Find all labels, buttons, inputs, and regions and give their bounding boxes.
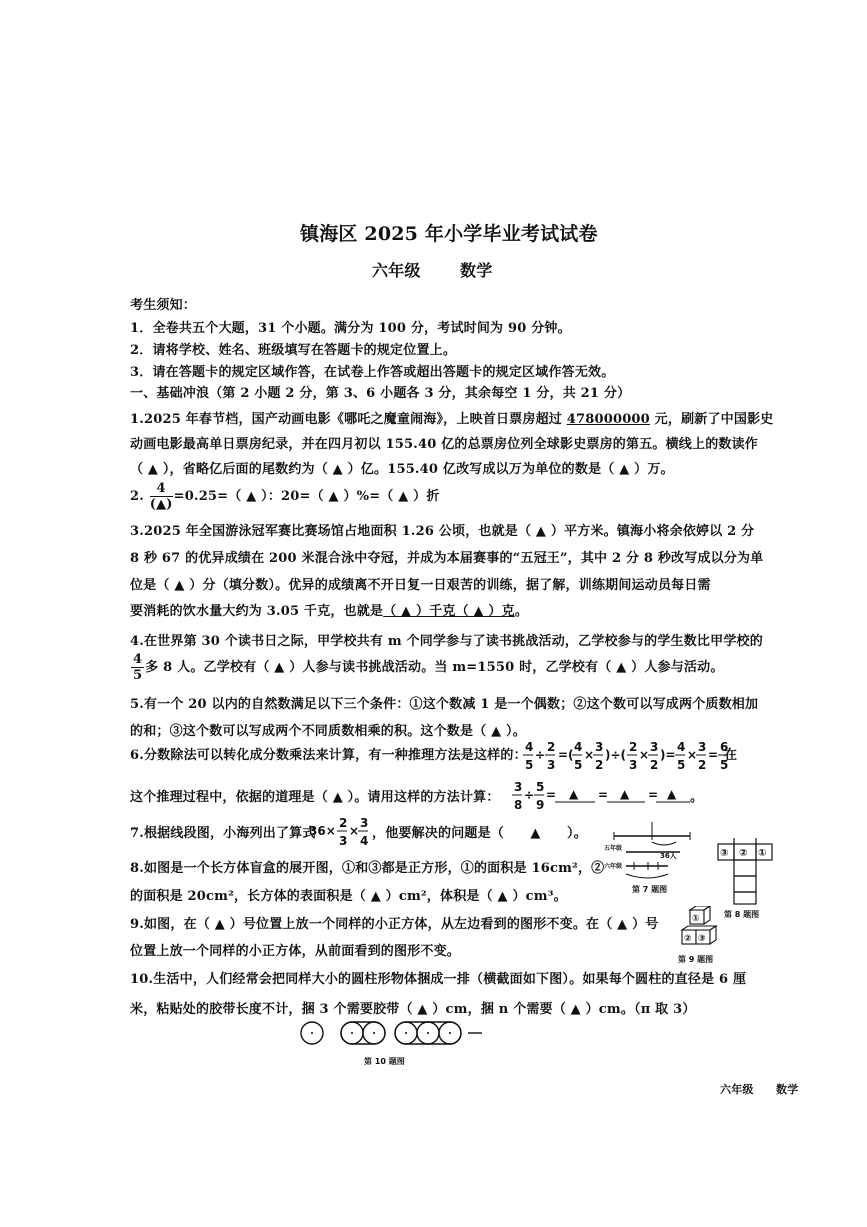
question-8-line: 8.如图是一个长方体盲盒的展开图，①和③都是正方形，①的面积是 16cm²，② (130, 861, 605, 876)
q2-fraction-den: (▲) (149, 497, 173, 512)
question-10-line: 米，粘贴处的胶带长度不计，捆 3 个需要胶带（ ▲ ）cm，捆 n 个需要（ ▲ ）cm。（π 取 3） (130, 1002, 696, 1017)
svg-text:5: 5 (677, 758, 686, 772)
svg-text:5: 5 (720, 758, 729, 772)
fig9-num-1: ① (692, 914, 700, 924)
question-1-line (130, 408, 773, 427)
svg-text:=: = (648, 788, 659, 802)
fig9-num-2: ② (684, 934, 692, 944)
svg-text:36×: 36× (309, 824, 336, 838)
page-title: 镇海区 2025 年小学毕业考试试卷 (300, 223, 598, 245)
svg-text:3: 3 (650, 740, 659, 754)
svg-text:=: = (708, 748, 719, 762)
svg-text:▲: ▲ (620, 787, 630, 801)
fig7-caption: 第 7 题图 (632, 885, 668, 894)
svg-text:6: 6 (720, 740, 729, 754)
figure-7-segment-diagram (604, 820, 694, 902)
q1-underlined-number: 478000000 (566, 412, 650, 427)
q3-text: 要消耗的饮水量大约为 3.05 千克，也就是 (130, 604, 384, 619)
footer-grade: 六年级 (720, 1083, 754, 1096)
question-5-line: 5.有一个 20 以内的自然数满足以下三个条件：①这个数减 1 是一个偶数；②这个数可以写成两个质数相加 (130, 697, 759, 712)
question-6-line (130, 744, 527, 763)
svg-text:2: 2 (650, 758, 659, 772)
svg-text:÷: ÷ (524, 788, 535, 802)
q4-fraction-den: 5 (133, 668, 143, 683)
q6-text: 6.分数除法可以转化成分数乘法来计算，有一种推理方法是这样的： (130, 748, 527, 763)
question-3-line: 3.2025 年全国游泳冠军赛比赛场馆占地面积 1.26 公顷，也就是（ ▲ ）平方米。镇海小将余依婷以 2 分 (130, 524, 755, 539)
question-3-line (130, 600, 528, 619)
svg-text:÷: ÷ (535, 748, 546, 762)
svg-text:4: 4 (525, 740, 534, 754)
q6-end: 。 (690, 790, 704, 805)
q1-text: 1.2025 年春节档，国产动画电影《哪吒之魔童闹海》，上映首日票房超过 (130, 412, 567, 427)
fig8-cell-1: ① (758, 848, 767, 859)
question-9-line: 9.如图，在（ ▲ ）号位置上放一个同样的小正方体，从左边看到的图形不变。在（ ▲ ）号 (130, 917, 659, 932)
q3-text: 。 (514, 604, 529, 619)
fig10-caption: 第 10 题图 (364, 1057, 405, 1066)
q2-fraction (150, 481, 173, 512)
svg-text:=: = (598, 788, 609, 802)
svg-text:2: 2 (547, 740, 556, 754)
question-5-line: 的和；③这个数可以写成两个不同质数相乘的积。这个数是（ ▲ ）。 (130, 724, 526, 739)
svg-text:×: × (687, 748, 698, 762)
question-2 (130, 481, 440, 512)
svg-text:3: 3 (547, 758, 556, 772)
notice-item: 3．请在答题卡的规定区域作答，在试卷上作答或超出答题卡的规定区域作答无效。 (130, 365, 615, 380)
q6-calc (510, 778, 700, 814)
q1-text: 元，刷新了中国影史 (649, 412, 774, 427)
fig7-label-36: 36人 (660, 852, 677, 860)
question-8-line: 的面积是 20cm²，长方体的表面积是（ ▲ ）cm²，体积是（ ▲ ）cm³。 (130, 889, 567, 904)
svg-text:4: 4 (677, 740, 686, 754)
fig7-label-a: 五年级 (604, 845, 623, 852)
question-3-line: 8 秒 67 的优异成绩在 200 米混合泳中夺冠，并成为本届赛事的“五冠王”，其中 2 分 8 秒改写成以分为单 (130, 551, 764, 566)
svg-text:4: 4 (360, 834, 369, 848)
question-7-line: 7.根据线段图，小海列出了算式 (130, 826, 316, 841)
question-6-line: 这个推理过程中，依据的道理是（ ▲ ）。请用这样的方法计算： (130, 790, 500, 805)
subtitle-grade: 六年级 (372, 261, 421, 280)
q6-text-tail: 在 (724, 748, 738, 763)
question-4-line: 4.在世界第 30 个读书日之际，甲学校共有 m 个同学参与了读书挑战活动，乙学校参与的学生数比甲学校的 (130, 634, 763, 649)
q2-number: 2. (130, 489, 144, 504)
svg-text:3: 3 (698, 740, 707, 754)
svg-text:9: 9 (536, 798, 545, 812)
q4-fraction (131, 652, 144, 683)
svg-text:▲: ▲ (569, 787, 579, 801)
question-7-line: ，他要解决的问题是（ ▲ ）。 (372, 826, 587, 841)
question-1-line: （ ▲ ），省略亿后面的尾数约为（ ▲ ）亿。155.40 亿改写成以万为单位的数是（ ▲ ）万。 (130, 462, 674, 477)
notice-item: 1．全卷共五个大题，31 个小题。满分为 100 分，考试时间为 90 分钟。 (130, 321, 571, 336)
question-3-line: 位是（ ▲ ）分（填分数）。优异的成绩离不开日复一日艰苦的训练，据了解，训练期间运动员每日需 (130, 578, 711, 593)
svg-text:5: 5 (525, 758, 534, 772)
q7-formula (309, 814, 371, 850)
svg-text:)÷(: )÷( (605, 748, 627, 762)
svg-text:3: 3 (629, 758, 638, 772)
q3-underlined-answer: （ ▲ ）千克（ ▲ ）克 (383, 604, 515, 619)
question-4-line (130, 652, 724, 683)
notice-heading: 考生须知： (130, 298, 197, 313)
svg-text:=(: =( (558, 748, 574, 762)
fig8-cell-3: ③ (720, 848, 729, 859)
question-9-line: 位置上放一个同样的小正方体，从前面看到的图形不变。 (130, 944, 461, 959)
svg-text:2: 2 (698, 758, 707, 772)
subtitle-subject: 数学 (460, 261, 493, 280)
svg-text:2: 2 (339, 816, 348, 830)
svg-text:×: × (639, 748, 650, 762)
footer-subject: 数学 (776, 1083, 799, 1096)
fig9-caption: 第 9 题图 (678, 955, 714, 964)
section-heading: 一、基础冲浪（第 2 小题 2 分，第 3、6 小题各 3 分，其余每空 1 分，共 21 分） (130, 386, 631, 401)
svg-text:3: 3 (514, 780, 523, 794)
svg-text:3: 3 (595, 740, 604, 754)
figure-9-cubes (676, 906, 726, 972)
svg-text:2: 2 (595, 758, 604, 772)
q2-text: =0.25=（ ▲ ）：20=（ ▲ ）%=（ ▲ ）折 (173, 489, 440, 504)
svg-text:4: 4 (574, 740, 583, 754)
svg-text:5: 5 (574, 758, 583, 772)
q2-fraction-num: 4 (150, 481, 173, 497)
fig7-label-b: 六年级 (604, 863, 623, 870)
svg-text:×: × (349, 824, 360, 838)
question-10-line: 10.生活中，人们经常会把同样大小的圆柱形物体捆成一排（横截面如下图）。如果每个圆柱的直径是 6 厘 (130, 972, 747, 987)
svg-text:3: 3 (360, 816, 369, 830)
fig8-cell-2: ② (739, 848, 748, 859)
svg-text:×: × (584, 748, 595, 762)
figure-10-circles (296, 1018, 496, 1070)
svg-text:8: 8 (514, 798, 523, 812)
q6-formula (522, 738, 742, 774)
svg-text:▲: ▲ (667, 787, 677, 801)
q4-fraction-num: 4 (133, 652, 143, 667)
svg-text:3: 3 (339, 834, 348, 848)
question-1-line: 动画电影最高单日票房纪录，并在四月初以 155.40 亿的总票房位列全球影史票房的第五。横线上的数读作 (130, 437, 759, 452)
svg-text:2: 2 (629, 740, 638, 754)
fig9-num-3: ③ (698, 934, 706, 944)
svg-text:=: = (546, 788, 557, 802)
fig8-caption: 第 8 题图 (724, 910, 760, 919)
notice-item: 2．请将学校、姓名、班级填写在答题卡的规定位置上。 (130, 343, 457, 358)
svg-text:)=: )= (660, 748, 676, 762)
svg-text:5: 5 (536, 780, 545, 794)
q4-text: 多 8 人。乙学校有（ ▲ ）人参与读书挑战活动。当 m=1550 时，乙学校有（ ▲ ）人参与活动。 (145, 660, 724, 675)
